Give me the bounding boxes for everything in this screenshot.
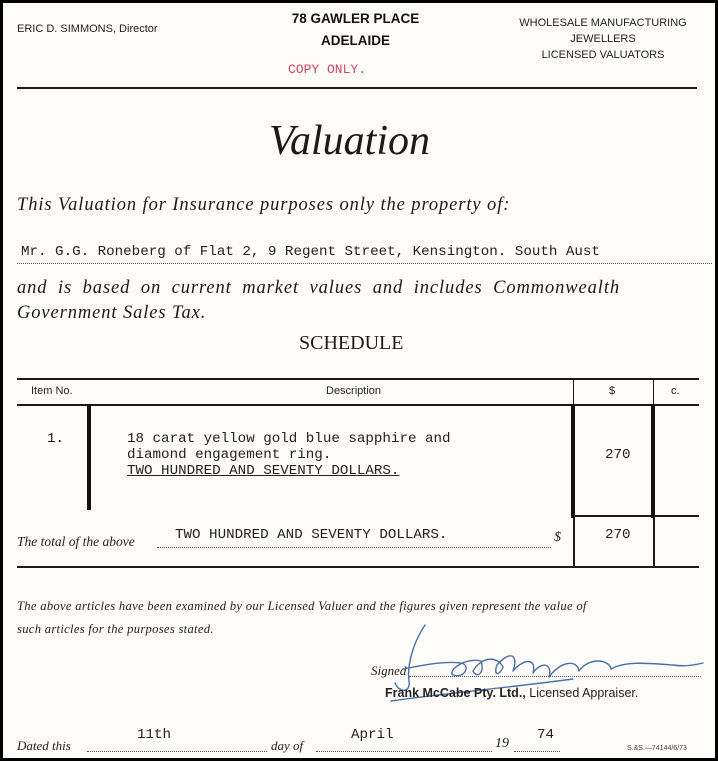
header-dollars: $ xyxy=(609,385,616,397)
dollars-column-divider xyxy=(651,404,655,518)
row-description-line-2: diamond engagement ring. xyxy=(127,447,332,463)
dated-year-line xyxy=(514,751,560,752)
signed-label: Signed xyxy=(371,663,407,678)
schedule-heading: SCHEDULE xyxy=(299,332,404,354)
total-label: The total of the above xyxy=(17,534,135,549)
row-description-amount-words: TWO HUNDRED AND SEVENTY DOLLARS. xyxy=(127,463,400,479)
declaration-line-2: such articles for the purposes stated. xyxy=(17,622,214,636)
total-dollars: 270 xyxy=(605,527,631,543)
total-left-border xyxy=(573,515,575,566)
header-cents: c. xyxy=(671,385,680,397)
business-line-1: WHOLESALE MANUFACTURING xyxy=(519,17,687,29)
address-line-1: 78 GAWLER PLACE xyxy=(291,11,420,26)
owner-name-address: Mr. G.G. Roneberg of Flat 2, 9 Regent Street, Kensington. South Aust xyxy=(21,244,600,260)
total-dotted-line xyxy=(157,547,551,548)
page-title: Valuation xyxy=(269,118,431,164)
day-of-label: day of xyxy=(271,738,304,753)
basis-text-line-1: and is based on current market values and includes Commonwealth xyxy=(17,278,621,298)
table-bottom-border xyxy=(17,566,699,568)
row-dollars: 270 xyxy=(605,447,631,463)
declaration-line-1: The above articles have been examined by our Licensed Valuer and the figures given represent the value of xyxy=(17,599,587,613)
total-currency-sign: $ xyxy=(554,530,561,545)
header-item-no: Item No. xyxy=(31,385,73,397)
owner-dotted-line xyxy=(17,263,712,264)
copy-only-stamp: COPY ONLY. xyxy=(288,62,367,77)
dated-day-line xyxy=(87,751,267,752)
appraiser-company: Frank McCabe Pty. Ltd., xyxy=(385,686,526,700)
director-name: ERIC D. SIMMONS, Director xyxy=(17,23,158,35)
appraiser-title: Licensed Appraiser. xyxy=(529,686,639,700)
business-line-2: JEWELLERS xyxy=(570,33,636,45)
form-code: S.&S.—74144/6/73 xyxy=(627,745,687,752)
description-column-divider xyxy=(571,404,575,518)
dated-day: 11th xyxy=(137,727,172,743)
header-divider xyxy=(17,87,697,89)
header-divider-2 xyxy=(653,378,654,404)
dated-year-suffix: 74 xyxy=(537,727,555,743)
row-item-no: 1. xyxy=(47,431,65,447)
intro-text: This Valuation for Insurance purposes only the property of: xyxy=(17,195,511,215)
header-divider-1 xyxy=(573,378,574,404)
total-amount-words: TWO HUNDRED AND SEVENTY DOLLARS. xyxy=(175,527,448,543)
item-column-divider xyxy=(87,404,91,510)
appraiser-line xyxy=(385,686,638,700)
business-line-3: LICENSED VALUATORS xyxy=(541,49,665,61)
table-top-border xyxy=(17,378,699,380)
header-description: Description xyxy=(326,385,382,397)
address-line-2: ADELAIDE xyxy=(320,33,390,48)
table-header-border xyxy=(17,404,699,406)
basis-text-line-2: Government Sales Tax. xyxy=(17,303,207,323)
total-middle-border xyxy=(653,515,655,566)
total-row-top-border xyxy=(573,515,699,517)
dated-month-line xyxy=(316,751,492,752)
dated-year-prefix: 19 xyxy=(495,736,509,751)
dated-month: April xyxy=(351,727,394,743)
dated-label: Dated this xyxy=(17,738,71,753)
row-description-line-1: 18 carat yellow gold blue sapphire and xyxy=(127,431,451,447)
